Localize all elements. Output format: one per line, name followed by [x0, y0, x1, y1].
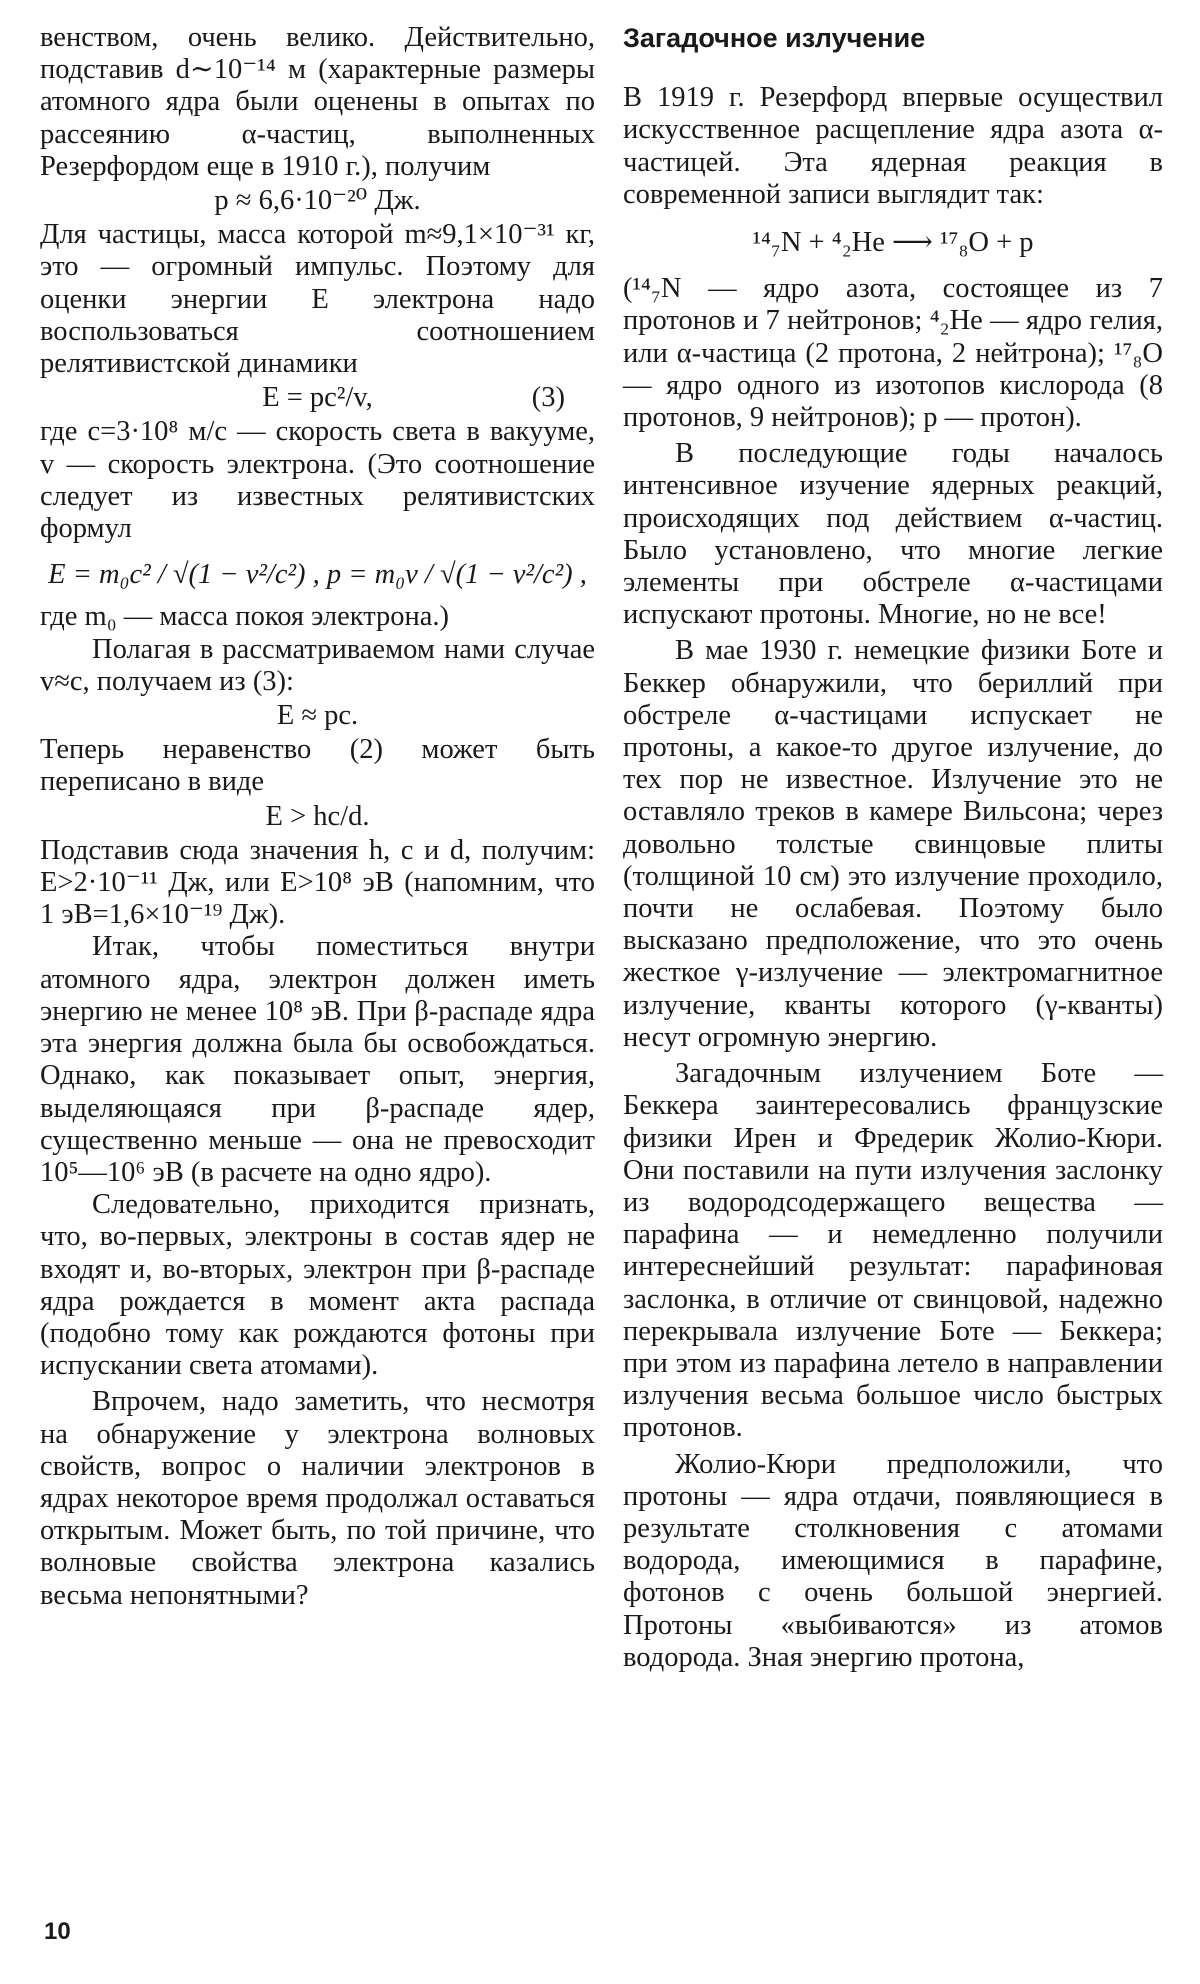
equation-inequality: E > hc/d.: [265, 800, 370, 832]
paragraph: Следовательно, приходится признать, что, во-первых, электроны в состав ядер не входят и, во-вторых, электрон при β-распаде ядра рождается в момент акта распада (подобно тому как рождаются фотоны при испускании света атомами).: [40, 1189, 595, 1382]
page-number: 10: [44, 1918, 71, 1945]
relativistic-formula: E = m₀c² / √(1 − v²/c²) , p = m₀v / √(1 − v²/c²) ,: [48, 559, 587, 591]
equation-approx: E ≈ pc.: [276, 700, 359, 732]
paragraph: Подставив сюда значения h, c и d, получим: E>2·10⁻¹¹ Дж, или E>10⁸ эВ (напомним, что 1 эВ=1,6×10⁻¹⁹ Дж).: [40, 834, 595, 931]
paragraph: В 1919 г. Резерфорд впервые осуществил искусственное расщепление ядра азота α-частицей. Эта ядерная реакция в современной записи выглядит так:: [623, 82, 1163, 210]
paragraph: (¹⁴₇N — ядро азота, состоящее из 7 протонов и 7 нейтронов; ⁴₂He — ядро гелия, или α-частица (2 протона, 2 нейтрона); ¹⁷₈O — ядро одного из изотопов кислорода (8 протонов, 9 нейтронов); p — протон).: [623, 273, 1163, 434]
paragraph: Теперь неравенство (2) может быть переписано в виде: [40, 734, 595, 798]
equation-energy: [40, 382, 595, 414]
paragraph: где c=3·10⁸ м/с — скорость света в вакууме, v — скорость электрона. (Это соотношение следует из известных релятивистских формул: [40, 416, 595, 545]
paragraph: Полагая в рассматриваемом нами случае v≈c, получаем из (3):: [40, 633, 595, 697]
paragraph: Впрочем, надо заметить, что несмотря на обнаружение у электрона волновых свойств, вопрос о наличии электронов в ядрах некоторое время продолжал оставаться открытым. Может быть, по той причине, что волновые свойства электрона казались весьма непонятными?: [40, 1386, 595, 1611]
paragraph: Жолио-Кюри предположили, что протоны — ядра отдачи, появляющиеся в результате столкновения с атомами водорода, имеющимися в парафине, фотонов с очень большой энергией. Протоны «выбиваются» из атомов водорода. Зная энергию протона,: [623, 1448, 1163, 1673]
equation-momentum: p ≈ 6,6·10⁻²⁰ Дж.: [214, 185, 421, 217]
paragraph: Для частицы, масса которой m≈9,1×10⁻³¹ кг, это — огромный импульс. Поэтому для оценки энергии E электрона надо воспользоваться соотношением релятивистской динамики: [40, 219, 595, 380]
paragraph: Загадочным излучением Боте — Беккера заинтересовались французские физики Ирен и Фредерик Жолио-Кюри. Они поставили на пути излучения заслонку из водородсодержащего вещества — парафина — и немедленно получили интереснейший результат: парафиновая заслонка, в отличие от свинцовой, надежно перекрывала излучение Боте — Беккера; при этом из парафина летело в направлении излучения весьма большое число быстрых протонов.: [623, 1058, 1163, 1444]
paragraph: В последующие годы началось интенсивное изучение ядерных реакций, происходящих под действием α-частиц. Было установлено, что многие легкие элементы при обстреле α-частицами испускают протоны. Многие, но не все!: [623, 438, 1163, 631]
section-heading: Загадочное излучение: [623, 23, 926, 53]
paragraph: где m₀ — масса покоя электрона.): [40, 601, 450, 633]
right-column: [623, 22, 1163, 1674]
nuclear-reaction-equation: ¹⁴₇N + ⁴₂He ⟶ ¹⁷₈O + p: [752, 227, 1034, 259]
paragraph: Итак, чтобы поместиться внутри атомного ядра, электрон должен иметь энергию не менее 10⁸ эВ. При β-распаде ядра эта энергия должна была бы освобождаться. Однако, как показывает опыт, энергия, выделяющаяся при β-распаде ядер, существенно меньше — она не превосходит 10⁵—10⁶ эВ (в расчете на одно ядро).: [40, 931, 595, 1188]
left-column: [40, 22, 595, 1612]
equation-body: E = pc²/v,: [262, 382, 373, 414]
paragraph: венством, очень велико. Действительно, подставив d∼10⁻¹⁴ м (характерные размеры атомного ядра были оценены в опытах по рассеянию α-частиц, выполненных Резерфордом еще в 1910 г.), получим: [40, 22, 595, 182]
equation-number: (3): [531, 382, 565, 414]
paragraph: В мае 1930 г. немецкие физики Боте и Беккер обнаружили, что бериллий при обстреле α-частицами испускает не протоны, а какое-то другое излучение, до тех пор не известное. Излучение это не оставляло треков в камере Вильсона; через довольно толстые свинцовые плиты (толщиной 10 см) это излучение проходило, почти не ослабевая. Поэтому было высказано предположение, что это очень жесткое γ-излучение — электромагнитное излучение, кванты которого (γ-кванты) несут огромную энергию.: [623, 635, 1163, 1053]
